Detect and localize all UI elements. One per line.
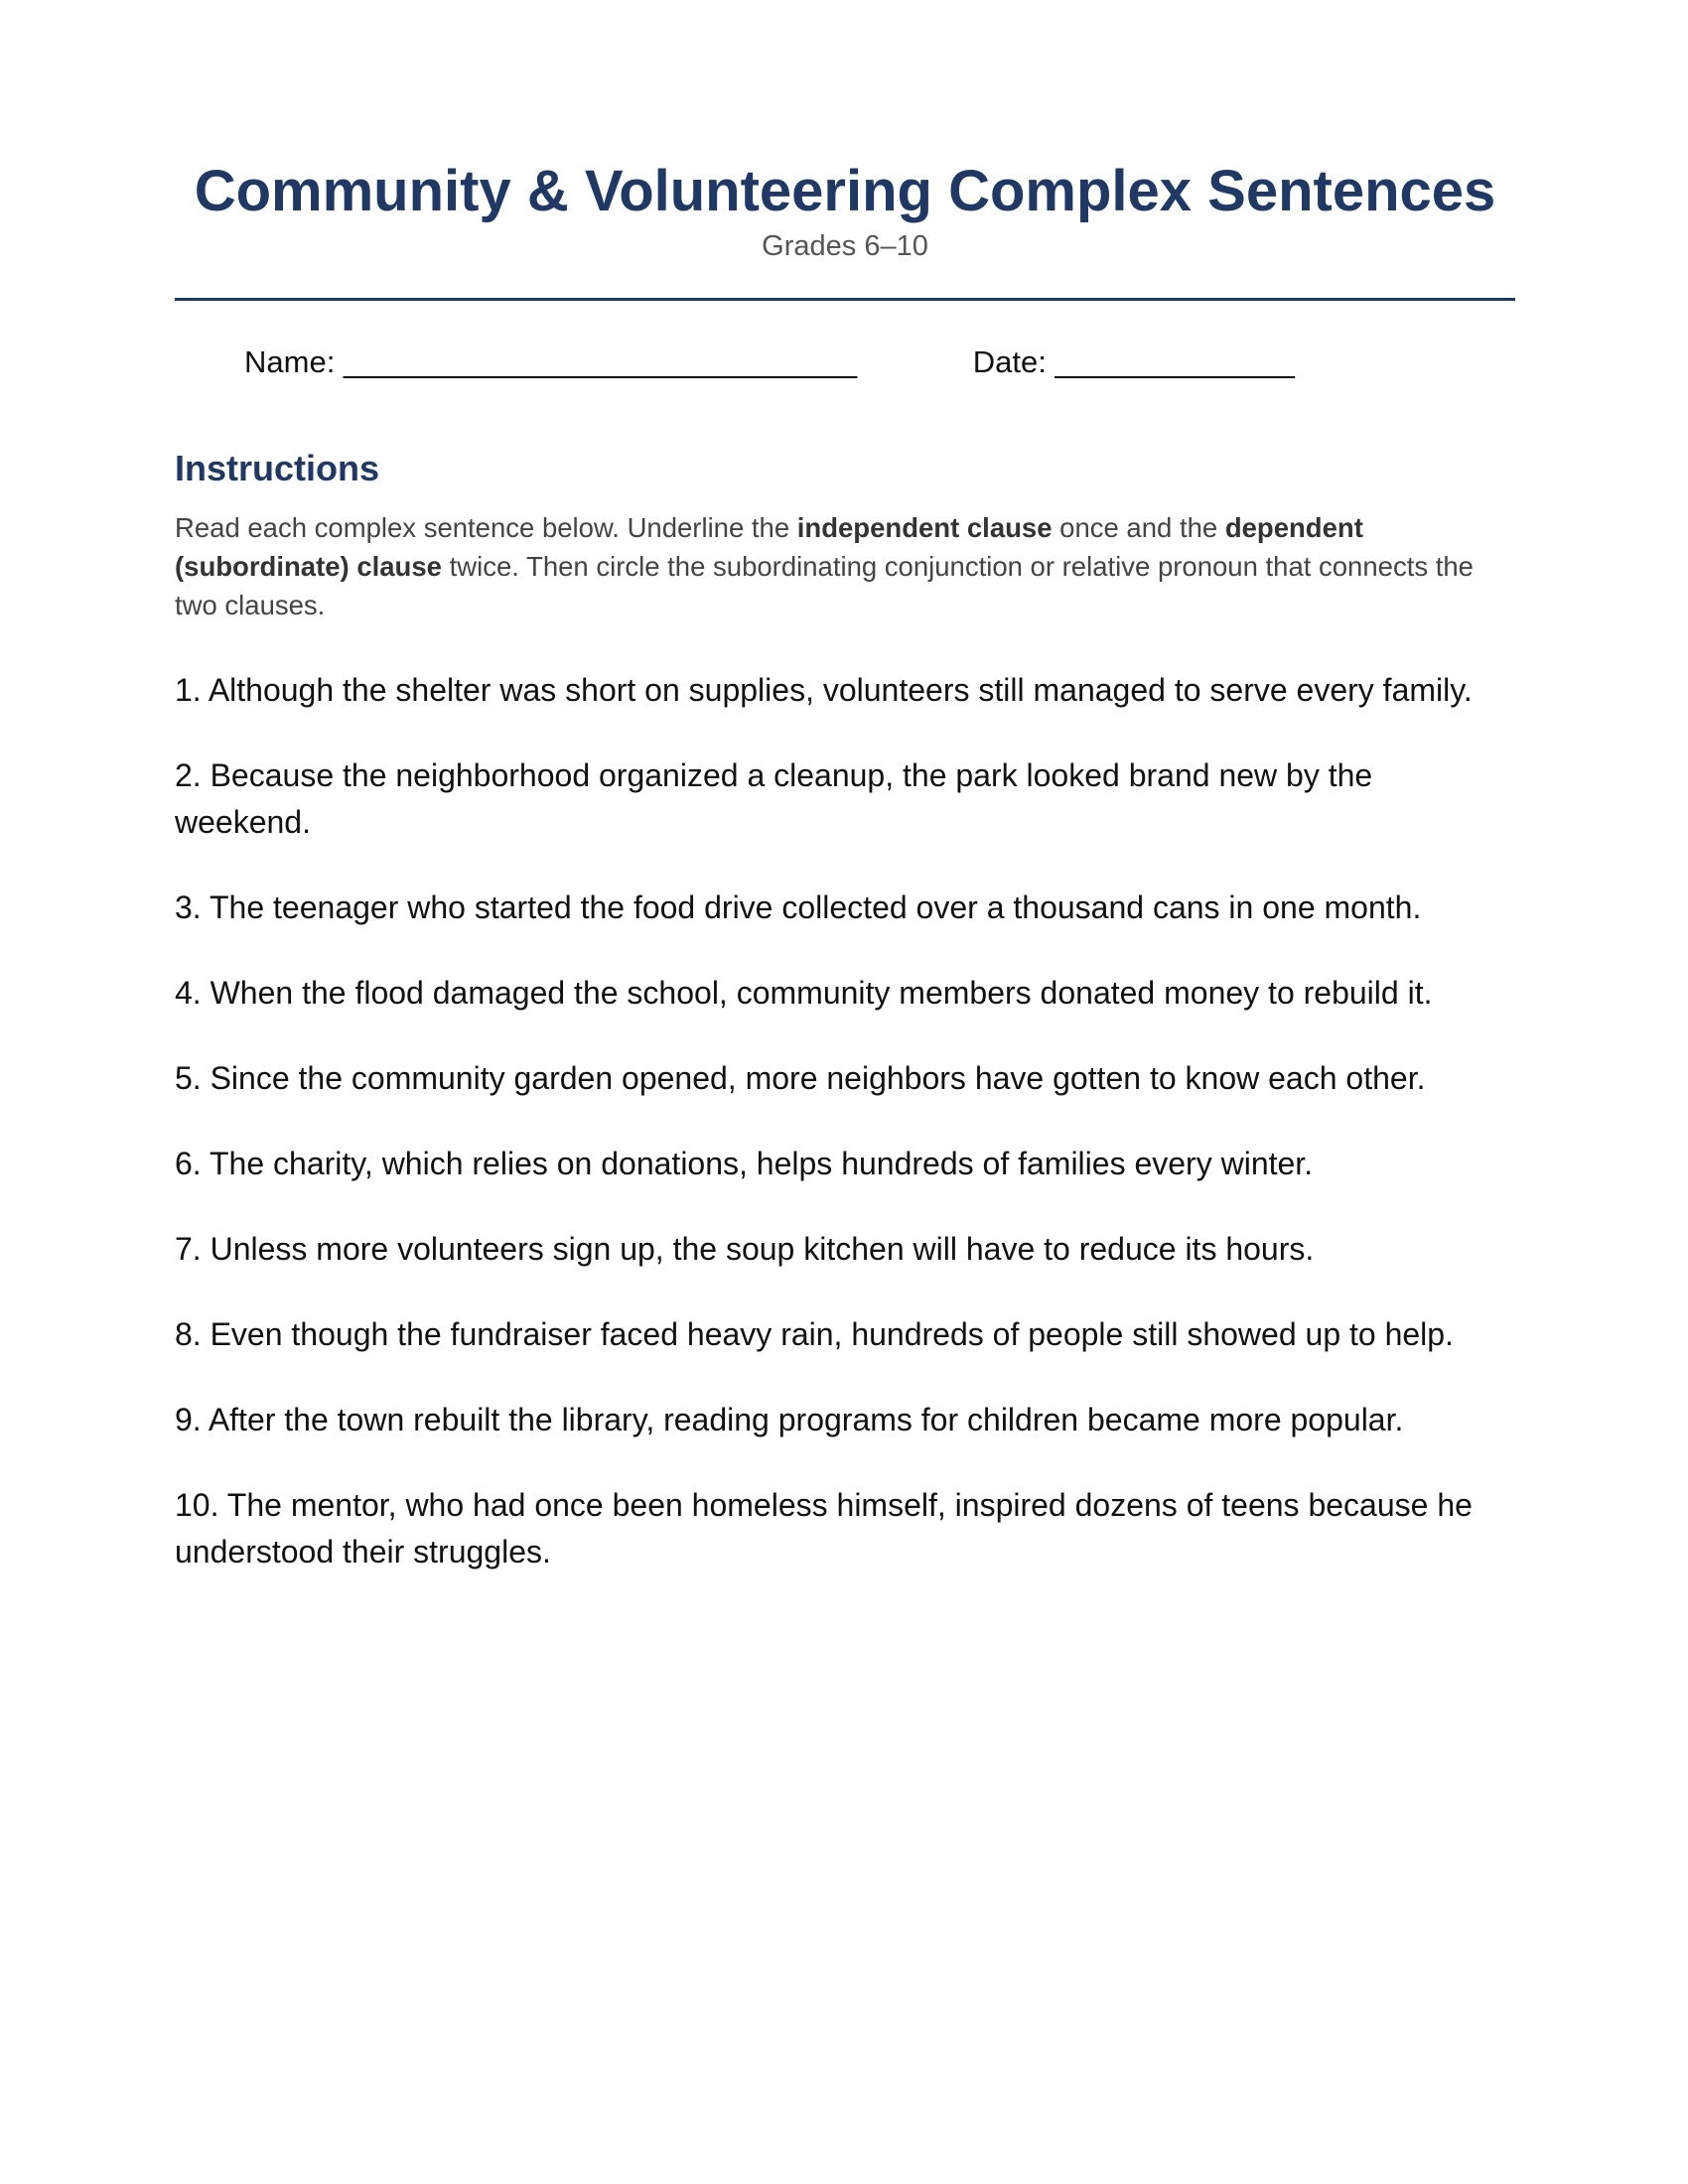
- sentence-item: 8. Even though the fundraiser faced heavy rain, hundreds of people still showed up to help.: [175, 1316, 1454, 1352]
- sentence-item: 5. Since the community garden opened, more neighbors have gotten to know each other.: [175, 1060, 1426, 1096]
- date-blank-line[interactable]: ______________: [1055, 344, 1295, 379]
- sentence-item: 1. Although the shelter was short on supplies, volunteers still managed to serve every family.: [175, 672, 1473, 708]
- student-info-fields: [244, 342, 1295, 382]
- sentence-item: 2. Because the neighborhood organized a cleanup, the park looked brand new by the weekend.: [175, 757, 1373, 840]
- sentence-item: 7. Unless more volunteers sign up, the soup kitchen will have to reduce its hours.: [175, 1231, 1315, 1267]
- sentence-item: 4. When the flood damaged the school, community members donated money to rebuild it.: [175, 975, 1433, 1011]
- sentence-item: 3. The teenager who started the food drive collected over a thousand cans in one month.: [175, 889, 1422, 925]
- sentence-list: [175, 667, 1517, 1614]
- title-divider: [175, 298, 1515, 301]
- instructions-text-part: Read each complex sentence below. Underline the: [175, 512, 797, 543]
- page-title: Community & Volunteering Complex Sentences: [194, 159, 1496, 223]
- date-label: Date:: [972, 344, 1047, 379]
- date-field[interactable]: [973, 342, 1295, 382]
- instructions-text-part: once and the: [1052, 512, 1225, 543]
- instructions-text-part: twice. Then circle the subordinating conjunction or relative pronoun that connects the two clauses.: [175, 551, 1474, 620]
- page-subtitle: Grades 6–10: [762, 230, 928, 262]
- name-label: Name:: [244, 344, 336, 379]
- sentence-item: 6. The charity, which relies on donations, helps hundreds of families every winter.: [175, 1146, 1314, 1181]
- sentence-item: 9. After the town rebuilt the library, reading programs for children became more popular.: [175, 1402, 1404, 1437]
- name-blank-line[interactable]: ______________________________: [343, 344, 858, 379]
- instructions-bold-term: independent clause: [796, 512, 1053, 543]
- sentence-item: 10. The mentor, who had once been homeless himself, inspired dozens of teens because he understood their struggles.: [175, 1487, 1473, 1570]
- instructions-text: [175, 508, 1517, 624]
- instructions-bold-term: dependent (subordinate) clause: [175, 512, 1363, 582]
- instructions-heading: Instructions: [175, 448, 380, 488]
- name-field[interactable]: [244, 342, 857, 382]
